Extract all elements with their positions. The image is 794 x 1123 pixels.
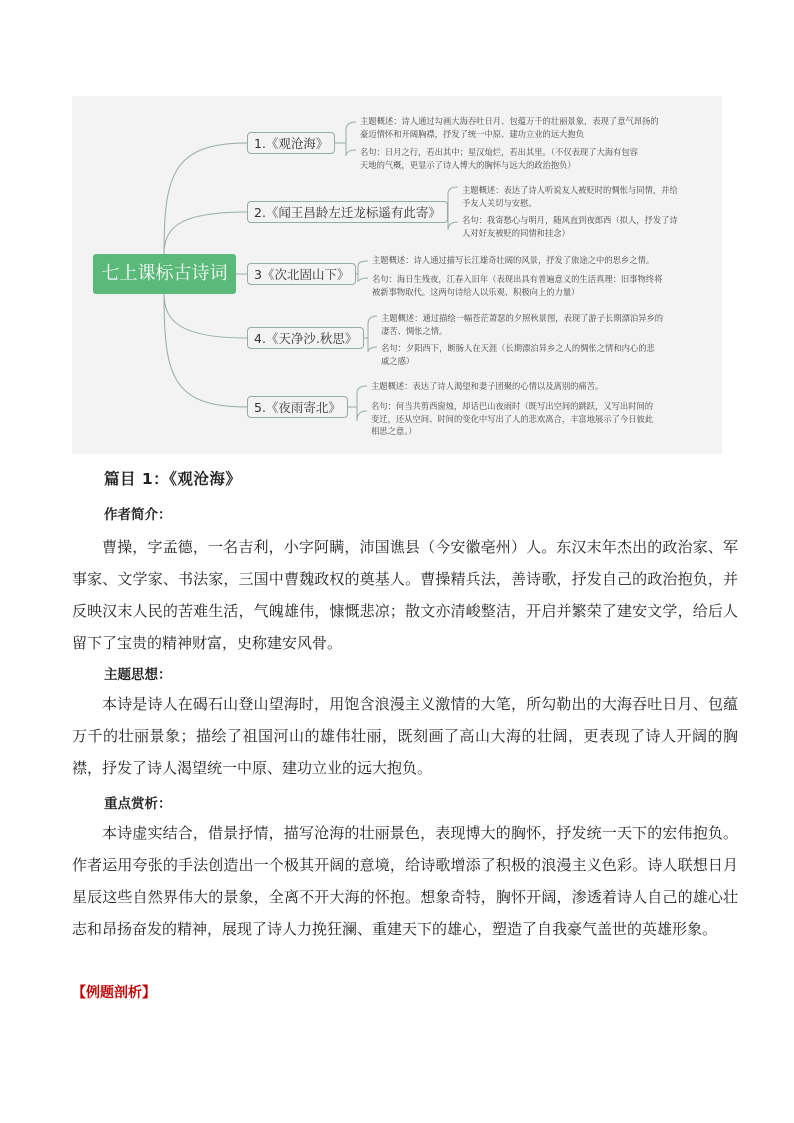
branch-4-theme-line-2: 凄苦、惆怅之情。	[381, 325, 448, 336]
branch-1-quote-line-2: 天地的气概，更显示了诗人博大的胸怀与远大的政治抱负）	[360, 159, 576, 170]
branch-guan-cang-hai: 1.《观沧海》	[247, 132, 335, 154]
branch-5-theme	[371, 380, 603, 393]
branch-4-quote	[381, 342, 655, 367]
branch-ye-yu-ji-bei: 5.《夜雨寄北》	[247, 396, 348, 418]
theme-paragraph: 本诗是诗人在碣石山登山望海时，用饱含浪漫主义激情的大笔，所勾勒出的大海吞吐日月、包蕴万千的壮丽景象；描绘了祖国河山的雄伟壮丽，既刻画了高山大海的壮阔，更表现了诗人开阔的胸襟，抒发了诗人渴望统一中原、建功立业的远大抱负。	[72, 695, 738, 777]
branch-2-theme-line-2: 予友人关切与安慰。	[462, 197, 537, 208]
branch-2-quote	[462, 214, 678, 239]
branch-1-quote-line-1: 名句：日月之行，若出其中；星汉灿烂，若出其里。（不仅表现了大海有包容	[360, 147, 638, 157]
branch-3-theme-line-1: 主题概述：诗人通过描写长江雄奇壮阔的风景，抒发了旅途之中的思乡之情。	[372, 255, 655, 265]
author-heading: 作者简介：	[104, 507, 172, 523]
analysis-paragraph: 本诗虚实结合，借景抒情，描写沧海的壮丽景色，表现博大的胸怀，抒发统一天下的宏伟抱负。作者运用夸张的手法创造出一个极其开阔的意境，给诗歌增添了积极的浪漫主义色彩。诗人联想日月星辰这些自然界伟大的景象，全离不开大海的怀抱。想象奇特，胸怀开阔，渗透着诗人自己的雄心壮志和昂扬奋发的精神，展现了诗人力挽狂澜、重建天下的雄心，塑造了自我豪气盖世的英雄形象。	[72, 824, 738, 938]
branch-ci-beigu-shan-xia: 3《次北固山下》	[247, 263, 356, 285]
mind-map	[72, 96, 722, 454]
branch-2-quote-line-2: 人对好友被贬的同情和挂念）	[462, 227, 570, 238]
branch-5-quote-line-2: 变迁，还从空间、时间的变化中写出了人的悲欢离合，丰富地展示了今日彼此	[371, 413, 654, 424]
author-paragraph: 曹操，字孟德，一名吉利，小字阿瞒，沛国谯县（今安徽亳州）人。东汉末年杰出的政治家、军事家、文学家、书法家，三国中曹魏政权的奠基人。曹操精兵法，善诗歌，抒发自己的政治抱负，并反映汉末人民的苦难生活，气魄雄伟，慷慨悲凉；散文亦清峻整洁，开启并繁荣了建安文学，给后人留下了宝贵的精神财富，史称建安风骨。	[72, 538, 738, 652]
example-heading: 【例题剖析】	[72, 985, 156, 1001]
analysis-heading: 重点赏析：	[104, 796, 172, 812]
branch-4-theme-line-1: 主题概述：通过描绘一幅苍茫萧瑟的夕照秋景图，表现了游子长期漂泊异乡的	[381, 313, 664, 323]
branch-5-quote-line-1: 名句：何当共剪西窗烛，却话巴山夜雨时（既写出空间的跳跃，又写出时间的	[371, 401, 654, 411]
branch-2-theme	[462, 184, 678, 209]
branch-1-theme	[360, 115, 659, 140]
branch-1-theme-line-2: 豪迈情怀和开阔胸襟，抒发了统一中原、建功立业的远大抱负	[360, 128, 585, 139]
theme-heading: 主题思想：	[104, 667, 172, 683]
branch-1-quote	[360, 146, 638, 171]
branch-1-theme-line-1: 主题概述：诗人通过勾画大海吞吐日月、包蕴万千的壮丽景象，表现了意气昂扬的	[360, 116, 659, 126]
branch-5-theme-line-1: 主题概述：表达了诗人渴望和妻子团聚的心情以及离别的痛苦。	[371, 381, 604, 391]
branch-wen-wang-changling: 2.《闻王昌龄左迁龙标遥有此寄》	[247, 201, 448, 223]
branch-3-quote	[372, 273, 662, 298]
branch-4-quote-line-1: 名句：夕阳西下，断肠人在天涯（长期漂泊异乡之人的惆怅之情和内心的悲	[381, 343, 655, 353]
branch-4-quote-line-2: 戚之感）	[381, 355, 415, 366]
branch-5-quote-line-3: 相思之意。）	[371, 426, 417, 436]
branch-5-quote	[371, 400, 653, 438]
branch-3-theme	[372, 254, 654, 267]
branch-2-theme-line-1: 主题概述：表达了诗人听说友人被贬时的惆怅与同情，并给	[462, 185, 678, 195]
branch-tian-jing-sha: 4.《天净沙.秋思》	[247, 327, 364, 349]
branch-4-theme	[381, 312, 663, 337]
branch-3-quote-line-1: 名句：海日生残夜，江春入旧年（表现出具有普遍意义的生活真理：旧事物终将	[372, 274, 663, 284]
branch-3-quote-line-2: 被新事物取代。这两句诗给人以乐观、积极向上的力量）	[372, 286, 580, 297]
section-title: 篇目 1：《观沧海》	[104, 470, 242, 488]
mind-map-root: 七上课标古诗词	[93, 254, 236, 294]
branch-2-quote-line-1: 名句：我寄愁心与明月，随风直到夜郎西（拟人，抒发了诗	[462, 215, 678, 225]
